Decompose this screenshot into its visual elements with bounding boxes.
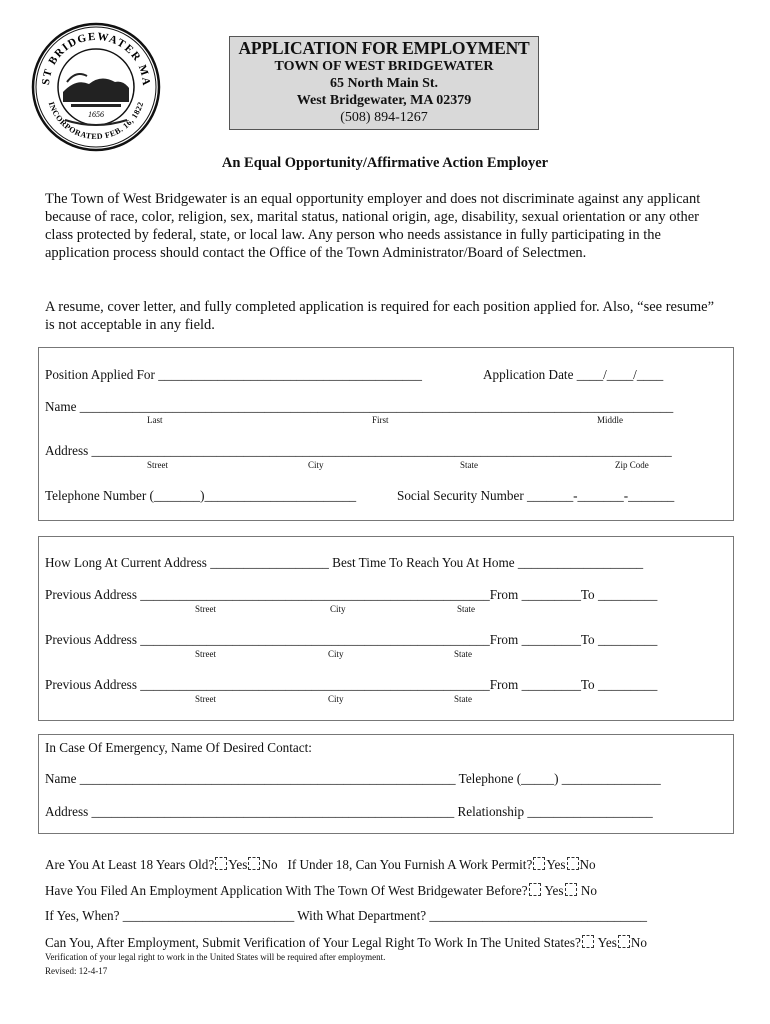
name-field[interactable]: Name __________________________________________________________________________________________ — [45, 399, 674, 414]
prior-when-department-field[interactable]: If Yes, When? __________________________ With What Department? _________________________________ — [45, 908, 648, 923]
name-middle-label: Middle — [597, 415, 623, 425]
question-age: Are You At Least 18 Years Old? — [45, 857, 215, 872]
previous-address-3[interactable]: Previous Address _____________________________________________________From _________To _________ — [45, 677, 658, 692]
prev2-state-label: State — [454, 649, 472, 659]
application-date-field[interactable]: Application Date ____/____/____ — [483, 367, 664, 382]
town-seal — [31, 22, 161, 152]
question-work-verification: Can You, After Employment, Submit Verification of Your Legal Right To Work In The United States? — [45, 935, 581, 950]
form-title: APPLICATION FOR EMPLOYMENT — [238, 38, 530, 58]
prev1-city-label: City — [330, 604, 346, 614]
question-work-verification-row — [45, 935, 647, 951]
prev3-street-label: Street — [195, 694, 216, 704]
prev3-state-label: State — [454, 694, 472, 704]
ssn-field[interactable]: Social Security Number _______-_______-_______ — [397, 488, 675, 503]
town-city: West Bridgewater, MA 02379 — [296, 93, 472, 108]
question-work-permit: If Under 18, Can You Furnish A Work Permit? — [287, 857, 533, 872]
address-city-label: City — [308, 460, 324, 470]
address-field[interactable]: Address ________________________________________________________________________________________ — [45, 443, 672, 458]
prev2-city-label: City — [328, 649, 344, 659]
town-name: TOWN OF WEST BRIDGEWATER — [274, 59, 494, 74]
address-street-label: Street — [147, 460, 168, 470]
address-state-label: State — [460, 460, 478, 470]
name-last-label: Last — [147, 415, 163, 425]
prior-no-checkbox[interactable] — [565, 883, 577, 896]
previous-address-1[interactable]: Previous Address _____________________________________________________From _________To _________ — [45, 587, 658, 602]
how-long-field[interactable]: How Long At Current Address __________________ Best Time To Reach You At Home ___________________ — [45, 555, 644, 570]
emergency-heading: In Case Of Emergency, Name Of Desired Contact: — [45, 740, 312, 755]
revised-date: Revised: 12-4-17 — [45, 966, 108, 976]
town-street: 65 North Main St. — [329, 76, 439, 91]
position-applied-field[interactable]: Position Applied For ________________________________________ — [45, 367, 422, 382]
svg-text:INCORPORATED FEB. 16, 1822: INCORPORATED FEB. 16, 1822 — [46, 100, 146, 142]
verification-note: Verification of your legal right to work in the United States will be required after employment. — [45, 952, 386, 962]
telephone-field[interactable]: Telephone Number (_______)_______________________ — [45, 488, 357, 503]
verify-yes-checkbox[interactable] — [582, 935, 594, 948]
verify-no-label: No — [630, 935, 647, 950]
prev1-street-label: Street — [195, 604, 216, 614]
prior-yes-checkbox[interactable] — [529, 883, 541, 896]
prev2-street-label: Street — [195, 649, 216, 659]
prior-no-label: No — [580, 883, 597, 898]
age-no-checkbox[interactable] — [248, 857, 260, 870]
age-yes-checkbox[interactable] — [215, 857, 227, 870]
emergency-name-field[interactable]: Name _________________________________________________________ Telephone (_____) _______________ — [45, 771, 661, 786]
intro-paragraph: The Town of West Bridgewater is an equal opportunity employer and does not discriminate against any applicant because of race, color, religion, sex, marital status, national origin, age, disability, sexual orientation or any other class protected by federal, state, or local law. Any person who needs assistance in fully participating in the application process should contact the Office of the Town Administrator/Board of Selectmen. — [45, 191, 701, 261]
resume-paragraph: A resume, cover letter, and fully completed application is required for each position applied for. Also, “see resume” is not acceptable in any field. — [45, 299, 715, 333]
previous-address-2[interactable]: Previous Address _____________________________________________________From _________To _________ — [45, 632, 658, 647]
emergency-address-field[interactable]: Address _______________________________________________________ Relationship ___________________ — [45, 804, 653, 819]
prev3-city-label: City — [328, 694, 344, 704]
age-yes-label: Yes — [228, 857, 248, 872]
prev1-state-label: State — [457, 604, 475, 614]
question-age-row — [45, 857, 596, 873]
eeo-statement: An Equal Opportunity/Affirmative Action Employer — [221, 155, 549, 171]
address-zip-label: Zip Code — [615, 460, 649, 470]
age-no-label: No — [261, 857, 278, 872]
question-prior-application: Have You Filed An Employment Application With The Town Of West Bridgewater Before? — [45, 883, 528, 898]
permit-no-label: No — [579, 857, 596, 872]
header-box — [229, 36, 539, 130]
permit-yes-label: Yes — [546, 857, 566, 872]
permit-yes-checkbox[interactable] — [533, 857, 545, 870]
verify-no-checkbox[interactable] — [618, 935, 630, 948]
town-phone: (508) 894-1267 — [340, 110, 428, 125]
prior-yes-label: Yes — [544, 883, 564, 898]
svg-text:WEST BRIDGEWATER MASS.: ST BRIDGEWATER MA — [39, 30, 153, 88]
question-prior-application-row — [45, 883, 597, 899]
permit-no-checkbox[interactable] — [567, 857, 579, 870]
svg-text:1656: 1656 — [88, 110, 104, 119]
verify-yes-label: Yes — [597, 935, 617, 950]
name-first-label: First — [372, 415, 389, 425]
